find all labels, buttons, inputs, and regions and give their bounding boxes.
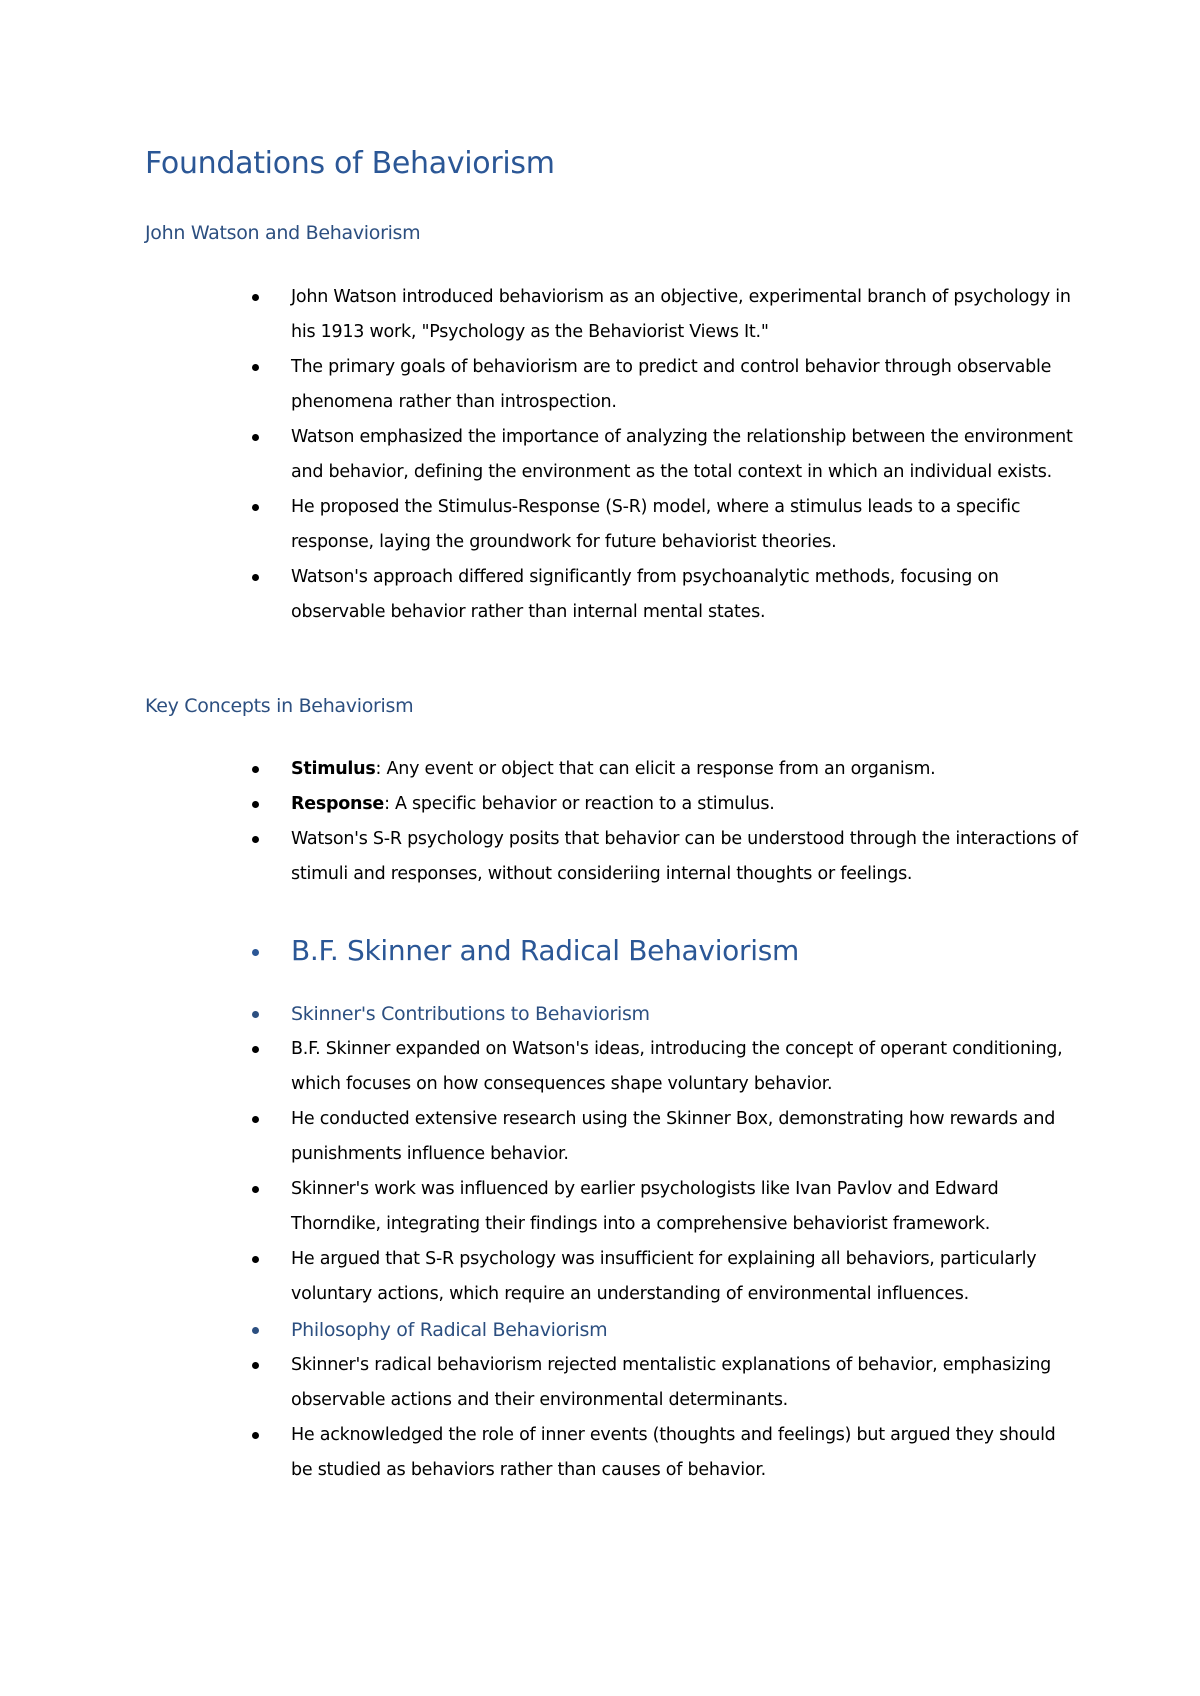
bullet-icon (252, 434, 259, 441)
list-item (0, 1172, 1081, 1242)
bullet-icon (252, 1327, 259, 1334)
section-heading-skinner: B.F. Skinner and Radical Behaviorism (291, 934, 799, 967)
bullet-icon (252, 1046, 259, 1053)
bullet-icon (252, 1362, 259, 1369)
watson-bullet-list (0, 280, 1200, 630)
list-item-text: Skinner's work was influenced by earlier psychologists like Ivan Pavlov and Edward Thorndike, integrating their findings into a comprehensive behaviorist framework. (291, 1179, 999, 1234)
section-heading-key-concepts: Key Concepts in Behaviorism (145, 695, 414, 717)
list-item-text: He argued that S-R psychology was insufficient for explaining all behaviors, particularly voluntary actions, which require an understanding of environmental influences. (291, 1249, 1037, 1304)
subheading-radical-behaviorism: Philosophy of Radical Behaviorism (291, 1319, 608, 1341)
list-item (0, 350, 1081, 420)
section-heading-john-watson: John Watson and Behaviorism (145, 222, 421, 244)
bullet-icon (252, 574, 259, 581)
bullet-icon (252, 1116, 259, 1123)
document-title: Foundations of Behaviorism (145, 146, 555, 181)
list-item-text: Watson's S-R psychology posits that behavior can be understood through the interactions of stimuli and responses, without consideriing internal thoughts or feelings. (291, 829, 1078, 884)
bullet-icon (252, 1256, 259, 1263)
list-item-subheading-contributions (0, 996, 1081, 1032)
bullet-icon (252, 949, 259, 956)
bullet-icon (252, 766, 259, 773)
bullet-icon (252, 1186, 259, 1193)
list-item (0, 280, 1081, 350)
bullet-icon (252, 504, 259, 511)
list-item-text: Skinner's radical behaviorism rejected mentalistic explanations of behavior, emphasizing observable actions and their environmental determinants. (291, 1355, 1052, 1410)
list-item (0, 787, 1081, 822)
subheading-skinner-contributions: Skinner's Contributions to Behaviorism (291, 1003, 650, 1025)
list-item-heading-skinner (0, 932, 1081, 970)
list-item-text: He proposed the Stimulus-Response (S-R) model, where a stimulus leads to a specific response, laying the groundwork for future behaviorist theories. (291, 497, 1021, 552)
list-item-text: He acknowledged the role of inner events (thoughts and feelings) but argued they should be studied as behaviors rather than causes of behavior. (291, 1425, 1056, 1480)
list-item (0, 490, 1081, 560)
list-item (0, 1418, 1081, 1488)
list-item (0, 752, 1081, 787)
bullet-icon (252, 364, 259, 371)
list-item-text: B.F. Skinner expanded on Watson's ideas, introducing the concept of operant conditioning, which focuses on how consequences shape voluntary behavior. (291, 1039, 1063, 1094)
term-stimulus: Stimulus (291, 759, 376, 779)
list-item-text: John Watson introduced behaviorism as an objective, experimental branch of psychology in his 1913 work, "Psychology as the Behaviorist Views It." (291, 287, 1071, 342)
bullet-icon (252, 294, 259, 301)
term-response: Response (291, 794, 385, 814)
term-definition: : A specific behavior or reaction to a stimulus. (384, 794, 775, 814)
list-item-text: Watson emphasized the importance of analyzing the relationship between the environment and behavior, defining the environment as the total context in which an individual exists. (291, 427, 1073, 482)
skinner-section-list (0, 932, 1200, 1488)
list-item-text: He conducted extensive research using the Skinner Box, demonstrating how rewards and punishments influence behavior. (291, 1109, 1056, 1164)
list-item-text: The primary goals of behaviorism are to predict and control behavior through observable phenomena rather than introspection. (291, 357, 1052, 412)
bullet-icon (252, 1432, 259, 1439)
list-item (0, 1102, 1081, 1172)
list-item (0, 560, 1081, 630)
bullet-icon (252, 801, 259, 808)
bullet-icon (252, 1011, 259, 1018)
bullet-icon (252, 836, 259, 843)
list-item (0, 822, 1081, 892)
list-item (0, 1348, 1081, 1418)
key-concepts-list (0, 752, 1200, 892)
list-item (0, 420, 1081, 490)
list-item-subheading-philosophy (0, 1312, 1081, 1348)
list-item-text: Watson's approach differed significantly from psychoanalytic methods, focusing on observable behavior rather than internal mental states. (291, 567, 999, 622)
term-definition: : Any event or object that can elicit a response from an organism. (375, 759, 936, 779)
list-item (0, 1032, 1081, 1102)
list-item (0, 1242, 1081, 1312)
